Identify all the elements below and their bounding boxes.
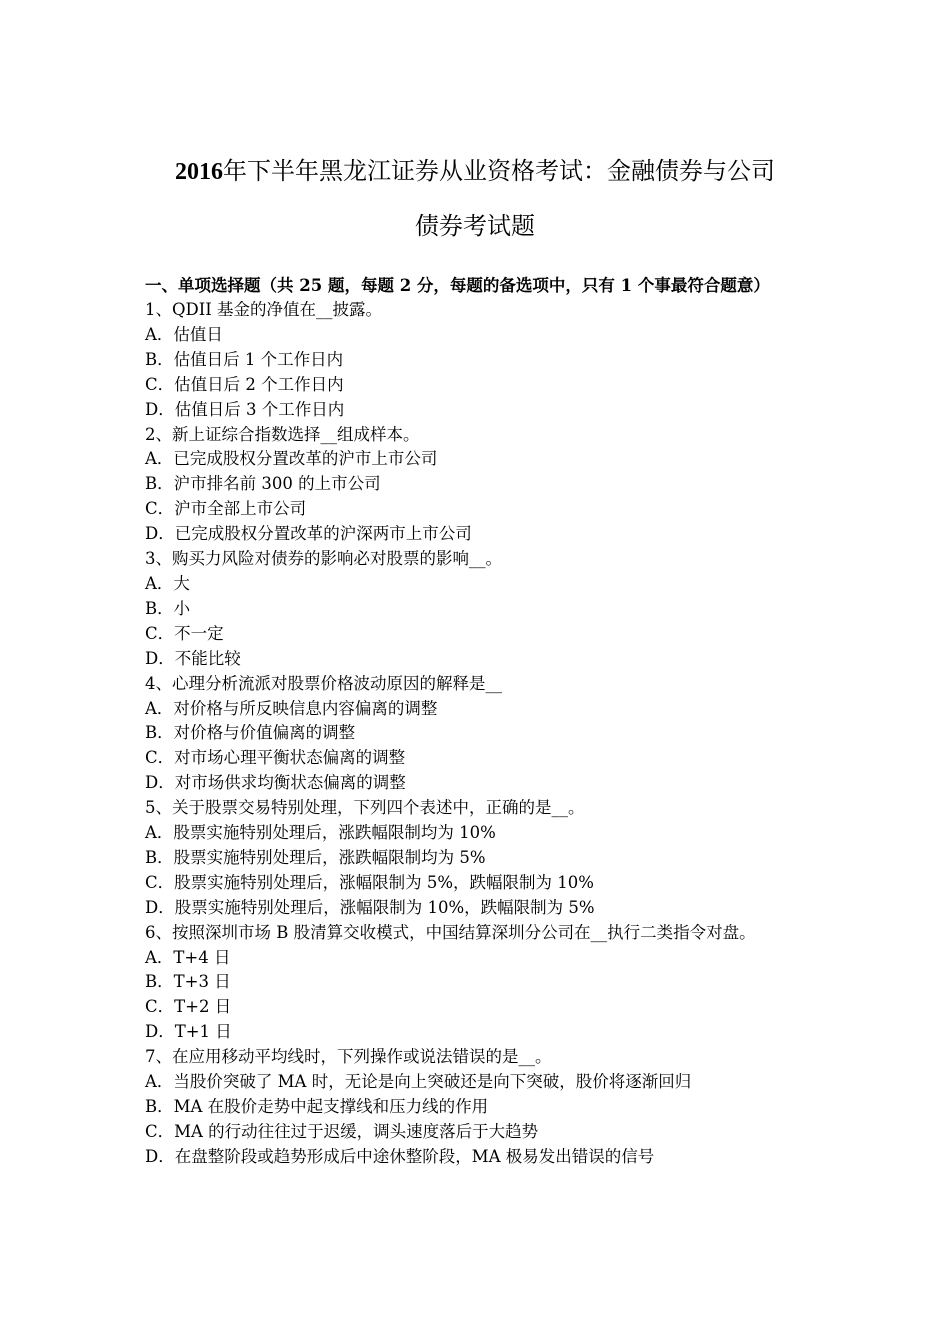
title-text: 年下半年黑龙江证券从业资格考试：金融债券与公司 <box>223 157 775 185</box>
answer-option: C．T+2 日 <box>145 997 232 1017</box>
document-title <box>0 144 950 253</box>
answer-option: A．股票实施特别处理后，涨跌幅限制均为 10% <box>145 823 496 843</box>
answer-option: C．股票实施特别处理后，涨幅限制为 5%，跌幅限制为 10% <box>145 872 594 892</box>
section-heading: 一、单项选择题（共 25 题，每题 2 分，每题的备选项中，只有 1 个事最符合题意） <box>145 276 770 295</box>
question-stem: 6、按照深圳市场 B 股清算交收模式，中国结算深圳分公司在__执行二类指令对盘。 <box>145 922 756 942</box>
answer-option: B．MA 在股价走势中起支撑线和压力线的作用 <box>145 1097 489 1116</box>
answer-option: B．小 <box>145 598 191 618</box>
title-year: 2016 <box>175 159 223 185</box>
title-line-1 <box>0 144 950 199</box>
answer-option: A．估值日 <box>145 324 223 344</box>
answer-option: B．T+3 日 <box>145 972 231 992</box>
answer-option: A．对价格与所反映信息内容偏离的调整 <box>145 698 438 718</box>
answer-option: D．估值日后 3 个工作日内 <box>145 399 345 419</box>
answer-option: A．T+4 日 <box>145 947 231 967</box>
question-stem: 4、心理分析流派对股票价格波动原因的解释是__ <box>145 673 502 693</box>
answer-option: C．MA 的行动往往过于迟缓，调头速度落后于大趋势 <box>145 1121 539 1141</box>
answer-option: C．沪市全部上市公司 <box>145 499 307 519</box>
question-list <box>145 298 813 1170</box>
question-stem: 3、购买力风险对债券的影响必对股票的影响__。 <box>145 549 502 569</box>
question-stem: 1、QDII 基金的净值在__披露。 <box>145 300 383 319</box>
document-body <box>145 273 813 1170</box>
question-stem: 7、在应用移动平均线时，下列操作或说法错误的是__。 <box>145 1047 552 1067</box>
answer-option: C．不一定 <box>145 623 224 643</box>
answer-option: C．对市场心理平衡状态偏离的调整 <box>145 748 406 768</box>
answer-option: B．沪市排名前 300 的上市公司 <box>145 474 381 494</box>
title-line-2: 债券考试题 <box>415 212 535 240</box>
question-stem: 2、新上证综合指数选择__组成样本。 <box>145 424 420 444</box>
answer-option: B．股票实施特别处理后，涨跌幅限制均为 5% <box>145 847 486 867</box>
answer-option: A．已完成股权分置改革的沪市上市公司 <box>145 449 438 469</box>
answer-option: D．股票实施特别处理后，涨幅限制为 10%，跌幅限制为 5% <box>145 897 595 917</box>
answer-option: D．T+1 日 <box>145 1022 232 1042</box>
answer-option: B．估值日后 1 个工作日内 <box>145 349 344 369</box>
question-stem: 5、关于股票交易特别处理，下列四个表述中，正确的是__。 <box>145 798 585 818</box>
answer-option: D．对市场供求均衡状态偏离的调整 <box>145 773 406 793</box>
answer-option: D．不能比较 <box>145 648 241 668</box>
answer-option: D．已完成股权分置改革的沪深两市上市公司 <box>145 524 472 544</box>
answer-option: C．估值日后 2 个工作日内 <box>145 374 344 394</box>
answer-option: D．在盘整阶段或趋势形成后中途休整阶段，MA 极易发出错误的信号 <box>145 1146 655 1166</box>
answer-option: B．对价格与价值偏离的调整 <box>145 723 356 743</box>
answer-option: A．当股价突破了 MA 时，无论是向上突破还是向下突破，股价将逐渐回归 <box>145 1072 692 1092</box>
answer-option: A．大 <box>145 573 190 593</box>
